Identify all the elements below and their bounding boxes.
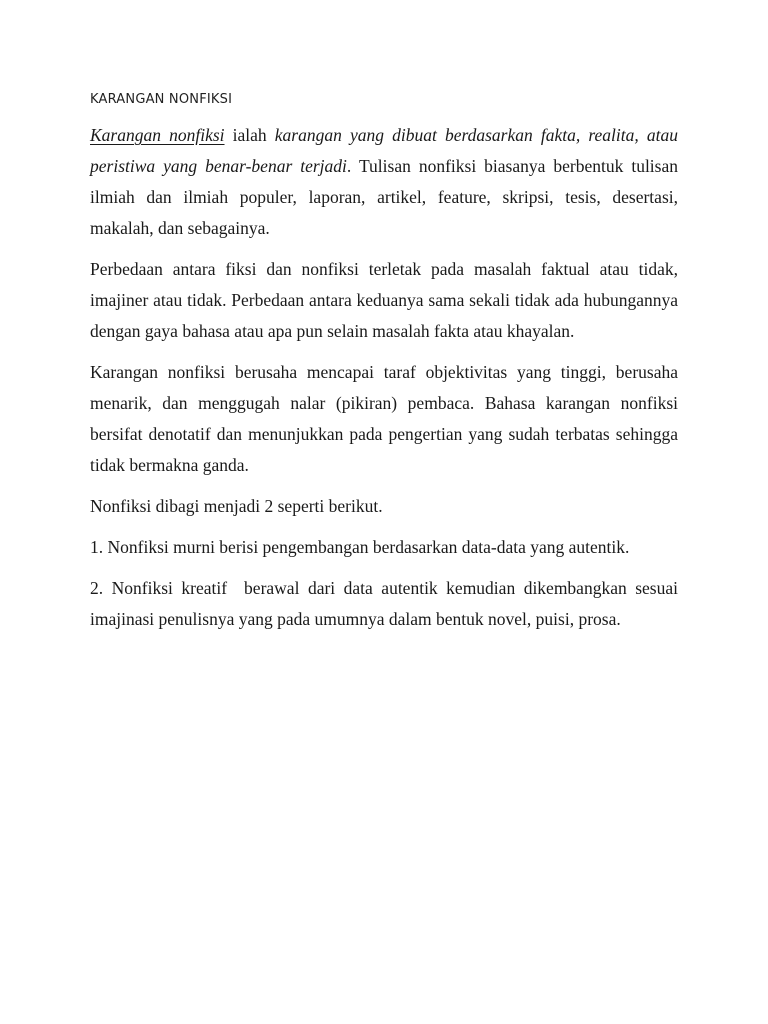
term-karangan-nonfiksi: Karangan nonfiksi bbox=[90, 125, 225, 145]
definition-rest: . Tulisan nonfiksi biasanya berbentuk tulisan ilmiah dan ilmiah populer, laporan, artikel, feature, skripsi, tesis, desertasi, makalah, dan sebagainya. bbox=[90, 156, 678, 238]
paragraph-definition bbox=[90, 120, 678, 244]
definition-text: karangan yang dibuat berdasarkan fakta, realita, atau peristiwa yang benar-benar terjadi bbox=[90, 125, 678, 176]
paragraph-objectivity: Karangan nonfiksi berusaha mencapai taraf objektivitas yang tinggi, berusaha menarik, dan menggugah nalar (pikiran) pembaca. Bahasa karangan nonfiksi bersifat denotatif dan menunjukkan pada pengertian yang sudah terbatas sehingga tidak bermakna ganda. bbox=[90, 362, 678, 475]
document-heading: KARANGAN NONFIKSI bbox=[90, 92, 233, 107]
paragraph-difference: Perbedaan antara fiksi dan nonfiksi terletak pada masalah faktual atau tidak, imajiner atau tidak. Perbedaan antara keduanya sama sekali tidak ada hubungannya dengan gaya bahasa atau apa pun selain masalah fakta atau khayalan. bbox=[90, 259, 678, 341]
list-item-nonfiksi-murni: 1. Nonfiksi murni berisi pengembangan berdasarkan data-data yang autentik. bbox=[90, 537, 630, 557]
paragraph-division-intro: Nonfiksi dibagi menjadi 2 seperti berikut. bbox=[90, 496, 383, 516]
definition-connector: ialah bbox=[224, 125, 275, 145]
list-item-nonfiksi-kreatif: 2. Nonfiksi kreatif berawal dari data autentik kemudian dikembangkan sesuai imajinasi penulisnya yang pada umumnya dalam bentuk novel, puisi, prosa. bbox=[90, 578, 683, 629]
document-page bbox=[90, 88, 683, 645]
